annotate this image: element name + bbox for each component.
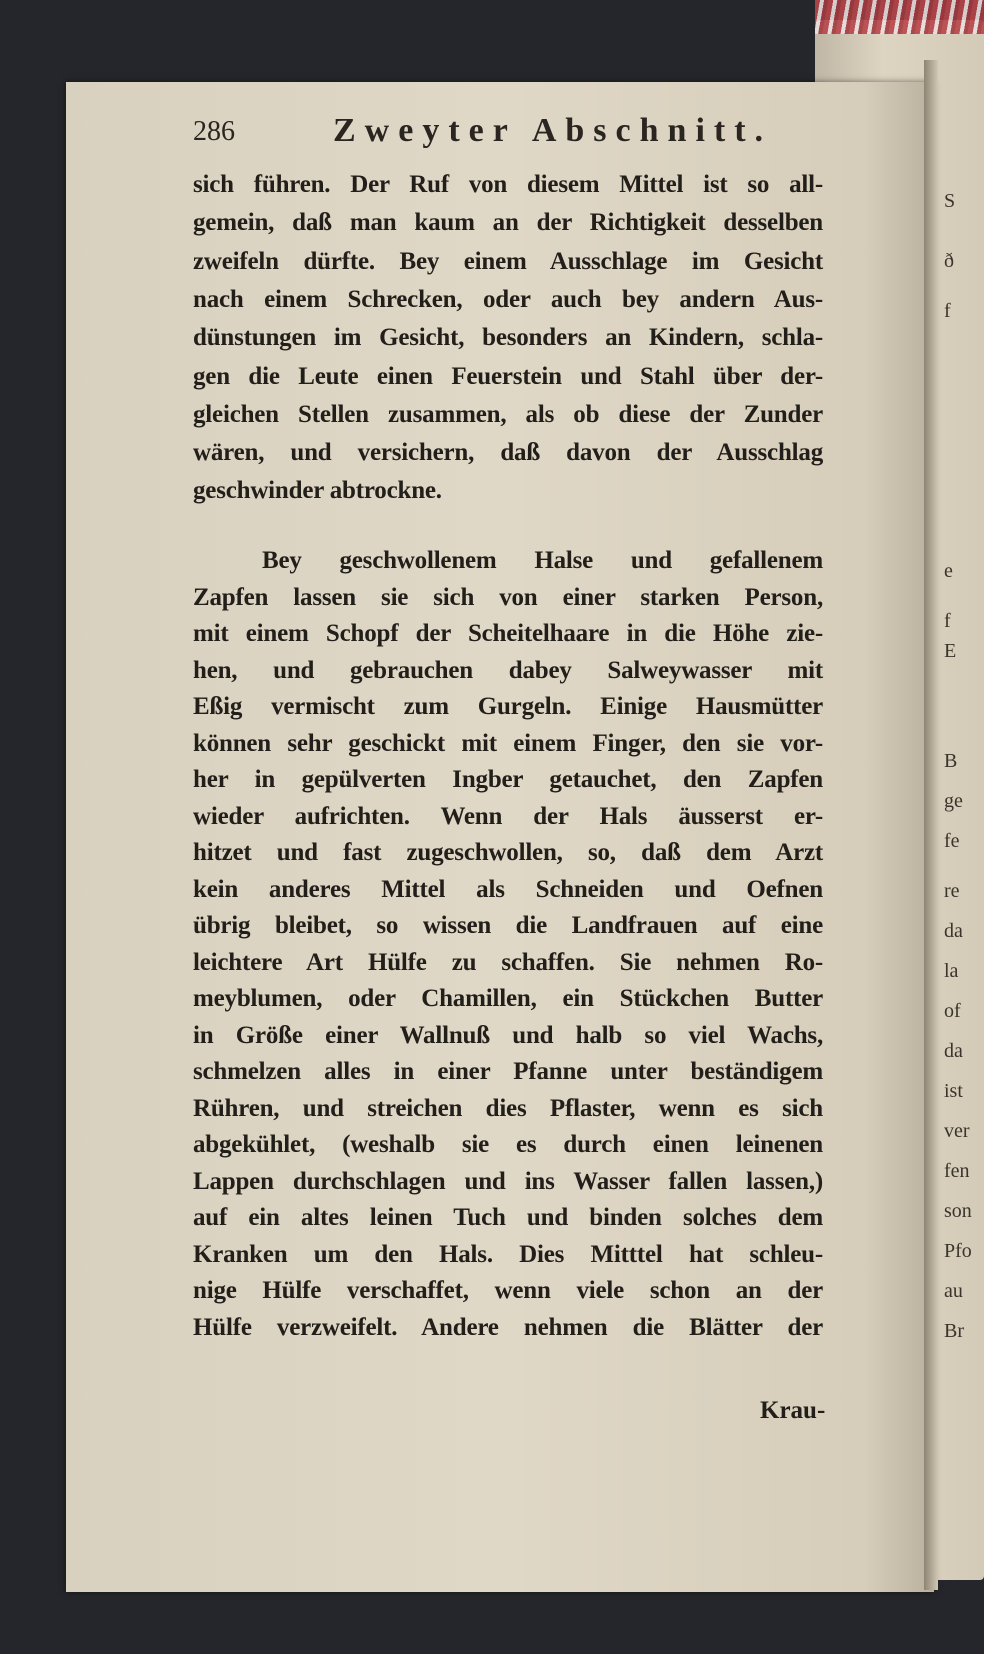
text-line: Bey geschwollenem Halse und gefallenem — [262, 547, 823, 574]
text-line: geschwinder abtrockne. — [193, 477, 442, 505]
text-line: gleichen Stellen zusammen, als ob diese der Zunder — [193, 400, 823, 428]
fragment: re — [944, 880, 960, 902]
fragment: B — [944, 750, 958, 772]
text-line: leichtere Art Hülfe zu schaffen. Sie nehmen Ro- — [193, 948, 823, 976]
fragment: f — [944, 300, 951, 322]
text-line: hitzet und fast zugeschwollen, so, daß dem Arzt — [193, 839, 823, 866]
text-line: abgekühlet, (weshalb sie es durch einen leinenen — [193, 1131, 823, 1158]
text-line: Zapfen lassen sie sich von einer starken Person, — [193, 583, 823, 611]
fragment: of — [944, 1000, 961, 1022]
fragment: son — [944, 1200, 972, 1222]
fragment: f — [944, 610, 951, 632]
fragment: fen — [944, 1160, 970, 1182]
text-line: auf ein altes leinen Tuch und binden solches dem — [193, 1204, 823, 1231]
text-line: Kranken um den Hals. Dies Mitttel hat schleu- — [193, 1240, 823, 1268]
text-line: her in gepülverten Ingber getauchet, den Zapfen — [193, 766, 823, 793]
fragment: ver — [944, 1120, 970, 1142]
fragment: la — [944, 960, 959, 982]
text-line: dünstungen im Gesicht, besonders an Kindern, schla- — [193, 324, 823, 352]
text-line: hen, und gebrauchen dabey Salweywasser mit — [193, 656, 823, 684]
text-line: Rühren, und streichen dies Pflaster, wenn es sich — [193, 1094, 823, 1122]
text-line: Eßig vermischt zum Gurgeln. Einige Hausmütter — [193, 693, 823, 720]
text-line: gemein, daß man kaum an der Richtigkeit desselben — [193, 209, 823, 237]
text-line: in Größe einer Wallnuß und halb so viel Wachs, — [193, 1021, 823, 1049]
bookmark-ribbon — [815, 0, 984, 34]
text-line: übrig bleibet, so wissen die Landfrauen auf eine — [193, 912, 823, 939]
text-line: schmelzen alles in einer Pfanne unter beständigem — [193, 1058, 823, 1085]
fragment: da — [944, 1040, 963, 1062]
page-gutter — [924, 60, 938, 1590]
fragment: Pfo — [944, 1240, 972, 1262]
page-number: 286 — [193, 116, 235, 147]
fragment: ge — [944, 790, 963, 812]
text-line: kein anderes Mittel als Schneiden und Oefnen — [193, 875, 823, 903]
text-line: sich führen. Der Ruf von diesem Mittel ist so all- — [193, 171, 823, 198]
fragment: ist — [944, 1080, 963, 1102]
fragment: e — [944, 560, 953, 582]
text-line: mit einem Schopf der Scheitelhaare in die Höhe zie- — [193, 620, 823, 647]
text-line: Lappen durchschlagen und ins Wasser fallen lassen,) — [193, 1167, 823, 1195]
catchword: Krau- — [760, 1397, 826, 1424]
page-header — [193, 112, 813, 152]
text-line: zweifeln dürfte. Bey einem Ausschlage im Gesicht — [193, 247, 823, 275]
text-line: können sehr geschickt mit einem Finger, den sie vor- — [193, 729, 823, 757]
fragment: da — [944, 920, 963, 942]
fragment: E — [944, 640, 957, 662]
text-line: nach einem Schrecken, oder auch bey andern Aus- — [193, 285, 823, 313]
text-line: Hülfe verzweifelt. Andere nehmen die Blätter der — [193, 1313, 823, 1341]
fragment: fe — [944, 830, 960, 852]
fragment: au — [944, 1280, 963, 1302]
text-line: nige Hülfe verschaffet, wenn viele schon an der — [193, 1277, 823, 1304]
running-head: Zweyter Abschnitt. — [333, 112, 773, 149]
text-line: wären, und versichern, daß davon der Ausschlag — [193, 439, 823, 467]
fragment: ð — [944, 250, 954, 272]
text-line: meyblumen, oder Chamillen, ein Stückchen Butter — [193, 985, 823, 1012]
fragment: S — [944, 190, 956, 212]
text-line: wieder aufrichten. Wenn der Hals äusserst er- — [193, 802, 823, 830]
fragment: Br — [944, 1320, 964, 1342]
text-line: gen die Leute einen Feuerstein und Stahl über der- — [193, 362, 823, 390]
